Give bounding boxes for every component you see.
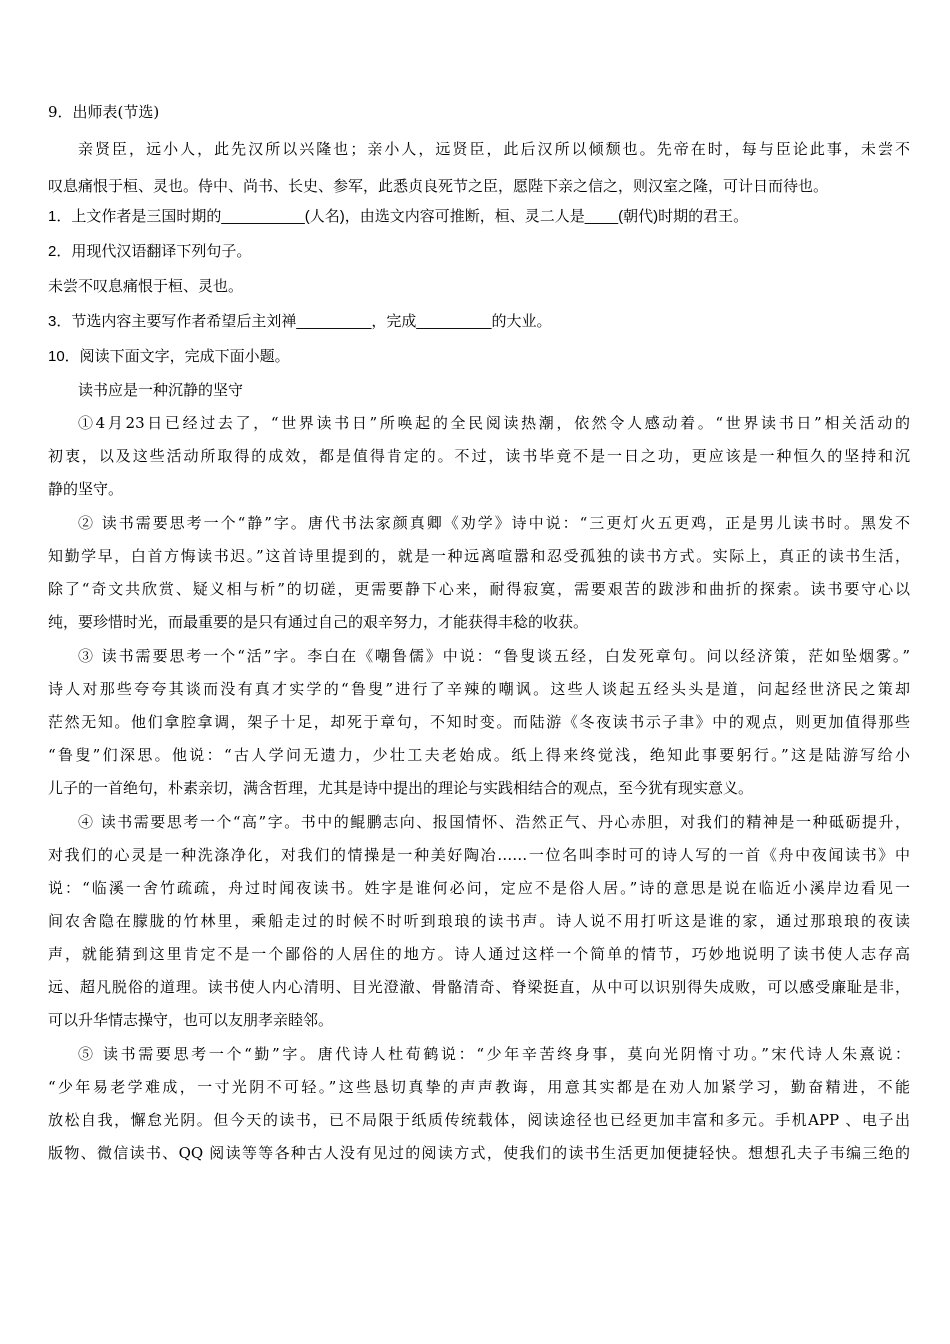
q9-subquestion-1: 1．上文作者是三国时期的__________(人名)，由选文内容可推断，桓、灵二人是____(朝代)时期的君王。 — [48, 208, 749, 225]
paragraph-line: 初衷，以及这些活动所取得的成效，都是值得肯定的。不过，读书毕竟不是一日之功，更应该是一种恒久的坚持和沉 — [48, 447, 910, 465]
question-9-title: 9．出师表(节选) — [48, 103, 160, 121]
paragraph-line: ①4月23日已经过去了，“世界读书日”所唤起的全民阅读热潮，依然令人感动着。“世界读书日”相关活动的 — [78, 414, 910, 432]
article-paragraph-3 — [48, 646, 910, 798]
paragraph-line: 纯，要珍惜时光，而最重要的是只有通过自己的艰辛努力，才能获得丰稔的收获。 — [48, 613, 589, 631]
q9-subquestion-2: 2．用现代汉语翻译下列句子。 — [48, 243, 252, 260]
paragraph-line: “鲁叟”们深思。他说：“古人学问无遗力，少壮工夫老始成。纸上得来终觉浅，绝知此事要躬行。”这是陆游写给小 — [48, 746, 910, 764]
q9-passage-line-1: 亲贤臣，远小人，此先汉所以兴隆也；亲小人，远贤臣，此后汉所以倾颓也。先帝在时，每与臣论此事，未尝不 — [78, 140, 910, 158]
paragraph-line: ② 读书需要思考一个“静”字。唐代书法家颜真卿《劝学》诗中说：“三更灯火五更鸡，正是男儿读书时。黑发不 — [78, 514, 910, 532]
paragraph-line: 放松自我，懈怠光阴。但今天的读书，已不局限于纸质传统载体，阅读途径也已经更加丰富和多元。手机APP 、电子出 — [48, 1111, 910, 1129]
paragraph-line: 间农舍隐在朦胧的竹林里，乘船走过的时候不时听到琅琅的读书声。诗人说不用打听这是谁的家，通过那琅琅的夜读 — [48, 912, 910, 930]
paragraph-line: 诗人对那些夸夸其谈而没有真才实学的“鲁叟”进行了辛辣的嘲讽。这些人谈起五经头头是道，问起经世济民之策却 — [48, 680, 910, 698]
paragraph-line: 儿子的一首绝句，朴素亲切，满含哲理，尤其是诗中提出的理论与实践相结合的观点，至今犹有现实意义。 — [48, 779, 754, 797]
paragraph-line: ③ 读书需要思考一个“活”字。李白在《嘲鲁儒》中说：“鲁叟谈五经，白发死章句。问以经济策，茫如坠烟雾。” — [78, 647, 910, 665]
paragraph-line: ④ 读书需要思考一个“高”字。书中的鲲鹏志向、报国情怀、浩然正气、丹心赤胆，对我们的精神是一种砥砺提升， — [78, 813, 910, 831]
article-paragraph-1 — [48, 413, 910, 499]
article-title: 读书应是一种沉静的坚守 — [78, 381, 244, 399]
paragraph-line: 声，就能猜到这里肯定不是一个鄙俗的人居住的地方。诗人通过这样一个简单的情节，巧妙地说明了读书使人志存高 — [48, 945, 910, 963]
article-paragraph-2 — [48, 513, 910, 632]
q9-subquestion-3: 3．节选内容主要写作者希望后主刘禅_________，完成_________的大业。 — [48, 313, 552, 330]
paragraph-line: 静的坚守。 — [48, 480, 124, 498]
q9-passage — [48, 139, 910, 196]
paragraph-line: “少年易老学难成，一寸光阴不可轻。”这些恳切真挚的声声教诲，用意其实都是在劝人加紧学习，勤奋精进，不能 — [48, 1078, 910, 1096]
article-paragraph-4 — [48, 812, 910, 1030]
paragraph-line: ⑤ 读书需要思考一个“勤”字。唐代诗人杜荀鹤说：“少年辛苦终身事，莫向光阴惰寸功。”宋代诗人朱熹说： — [78, 1045, 910, 1063]
paragraph-line: 茫然无知。他们拿腔拿调，架子十足，却死于章句，不知时变。而陆游《冬夜读书示子聿》中的观点，则更加值得那些 — [48, 713, 910, 731]
paragraph-line: 除了“奇文共欣赏、疑义相与析”的切磋，更需要静下心来，耐得寂寞，需要艰苦的跋涉和曲折的探索。读书要守心以 — [48, 580, 910, 598]
q9-subquestion-2-sentence: 未尝不叹息痛恨于桓、灵也。 — [48, 278, 244, 295]
paragraph-line: 远、超凡脱俗的道理。读书使人内心清明、目光澄澈、骨骼清奇、脊梁挺直，从中可以识别得失成败，可以感受廉耻是非， — [48, 978, 910, 996]
paragraph-line: 说：“临溪一舍竹疏疏，舟过时闻夜读书。姓字是谁何必问，定应不是俗人居。”诗的意思是说在临近小溪岸边看见一 — [48, 879, 910, 897]
article-paragraph-5 — [48, 1044, 910, 1163]
paragraph-line: 对我们的心灵是一种洗涤净化，对我们的情操是一种美好陶冶……一位名叫李时可的诗人写的一首《舟中夜闻读书》中 — [48, 846, 910, 864]
paragraph-line: 可以升华情志操守，也可以友朋孝亲睦邻。 — [48, 1011, 334, 1029]
document-page — [48, 102, 910, 1177]
question-10-title: 10．阅读下面文字，完成下面小题。 — [48, 348, 290, 365]
paragraph-line: 知勤学早，白首方悔读书迟。”这首诗里提到的，就是一种远离喧嚣和忍受孤独的读书方式。实际上，真正的读书生活， — [48, 547, 910, 565]
paragraph-line: 版物、微信读书、QQ 阅读等等各种古人没有见过的阅读方式，使我们的读书生活更加便捷轻快。想想孔夫子韦编三绝的 — [48, 1144, 910, 1162]
q9-passage-line-2: 叹息痛恨于桓、灵也。侍中、尚书、长史、参军，此悉贞良死节之臣，愿陛下亲之信之，则汉室之隆，可计日而待也。 — [48, 177, 829, 195]
